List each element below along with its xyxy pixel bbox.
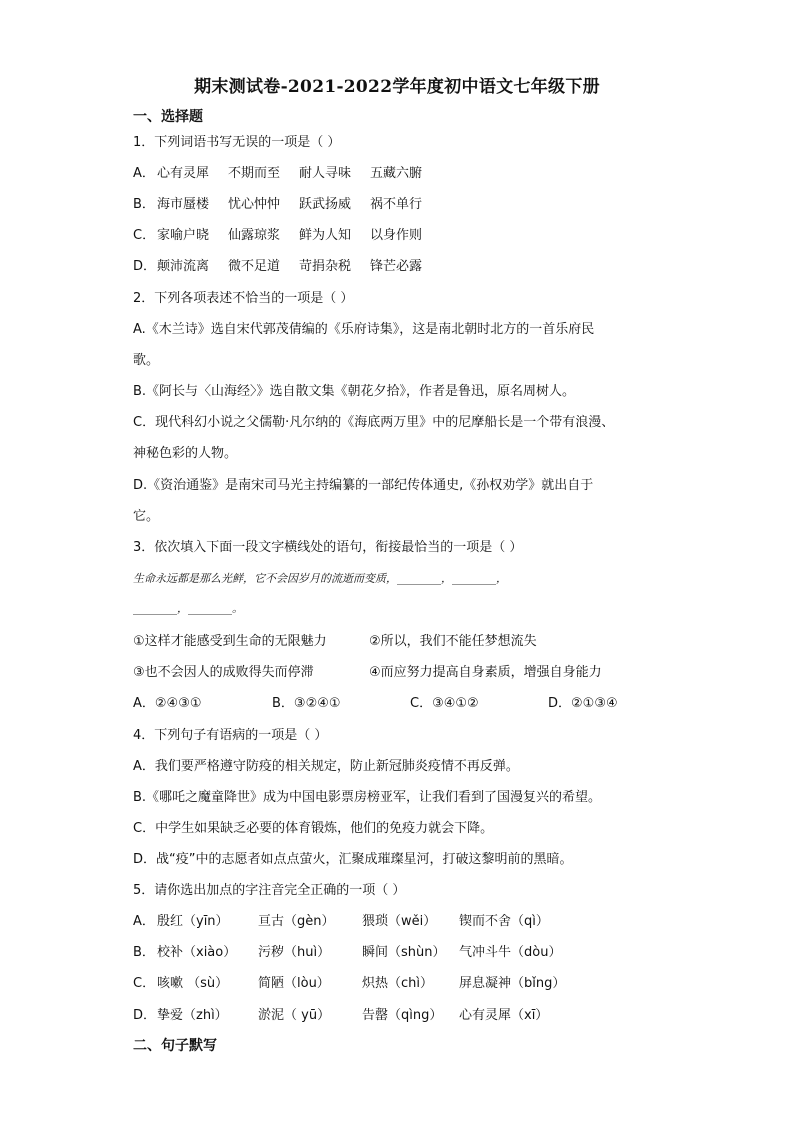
question-1-stem: 1．下列词语书写无误的一项是（ ）: [133, 135, 341, 150]
question-1-option-b: B． 海市蜃楼 忧心忡忡 跃武扬威 祸不单行: [133, 197, 423, 212]
question-3-passage: 生命永远都是那么光鲜，它不会因岁月的流逝而变质，________，________，: [133, 572, 507, 585]
question-2-line: B.《阿长与〈山海经〉》选自散文集《朝花夕拾》，作者是鲁迅，原名周树人。: [133, 384, 576, 399]
question-3-answer-a: A．②④③①: [133, 696, 202, 711]
question-2-line: C．现代科幻小说之父儒勒·凡尔纳的《海底两万里》中的尼摩船长是一个带有浪漫、: [133, 415, 615, 430]
question-2-line: 歌。: [133, 353, 160, 368]
question-4-line: C．中学生如果缺乏必要的体育锻炼，他们的免疫力就会下降。: [133, 821, 494, 836]
section-heading-dictation: 二、句子默写: [133, 1038, 217, 1054]
question-3-answer-c: C．③④①②: [410, 696, 479, 711]
question-1-option-c: C． 家喻户晓 仙露琼浆 鲜为人知 以身作则: [133, 228, 423, 243]
question-4-line: A．我们要严格遵守防疫的相关规定，防止新冠肺炎疫情不再反弹。: [133, 759, 519, 774]
question-2-line: 它。: [133, 509, 160, 524]
question-2-stem: 2．下列各项表述不恰当的一项是（ ）: [133, 291, 354, 306]
question-3-stem: 3．依次填入下面一段文字横线处的语句，衔接最恰当的一项是（ ）: [133, 540, 523, 555]
page-title: 期末测试卷-2021-2022学年度初中语文七年级下册: [194, 77, 600, 97]
question-5-option-c: C． 咳嗽 （sù） 简陋（lòu） 炽热（chì） 屏息凝神（bǐng）: [133, 976, 566, 991]
question-3-answer-d: D．②①③④: [548, 696, 618, 711]
question-3-choices-row: ①这样才能感受到生命的无限魅力 ②所以，我们不能任梦想流失: [133, 634, 537, 649]
section-heading-choice: 一、选择题: [133, 109, 203, 125]
question-4-line: B.《哪吒之魔童降世》成为中国电影票房榜亚军，让我们看到了国漫复兴的希望。: [133, 790, 602, 805]
question-1-option-a: A． 心有灵犀 不期而至 耐人寻味 五藏六腑: [133, 166, 423, 181]
question-5-option-b: B． 校补（xiào） 污秽（huì） 瞬间（shùn） 气冲斗牛（dòu）: [133, 945, 562, 960]
question-4-line: D．战“疫”中的志愿者如点点萤火，汇聚成璀璨星河，打破这黎明前的黑暗。: [133, 852, 573, 867]
question-2-line: D.《资治通鉴》是南宋司马光主持编纂的一部纪传体通史,《孙权劝学》就出自于: [133, 478, 594, 493]
question-3-choices-row: ③也不会因人的成败得失而停滞 ④而应努力提高自身素质，增强自身能力: [133, 665, 602, 680]
question-2-line: 神秘色彩的人物。: [133, 446, 238, 461]
question-5-stem: 5．请你选出加点的字注音完全正确的一项（ ）: [133, 883, 406, 898]
question-5-option-a: A． 殷红（yīn） 亘古（gèn） 猥琐（wěi） 锲而不舍（qì）: [133, 914, 549, 929]
question-4-stem: 4．下列句子有语病的一项是（ ）: [133, 728, 328, 743]
question-2-line: A.《木兰诗》选自宋代郭茂倩编的《乐府诗集》，这是南北朝时北方的一首乐府民: [133, 322, 595, 337]
question-1-option-d: D．颠沛流离 微不足道 苛捐杂税 锋芒必露: [133, 259, 423, 274]
question-3-answer-b: B．③②④①: [272, 696, 341, 711]
question-3-passage: ________，________。: [133, 602, 243, 615]
question-5-option-d: D．挚爱（zhì） 淤泥（ yū） 告罄（qìng） 心有灵犀（xī）: [133, 1008, 549, 1023]
